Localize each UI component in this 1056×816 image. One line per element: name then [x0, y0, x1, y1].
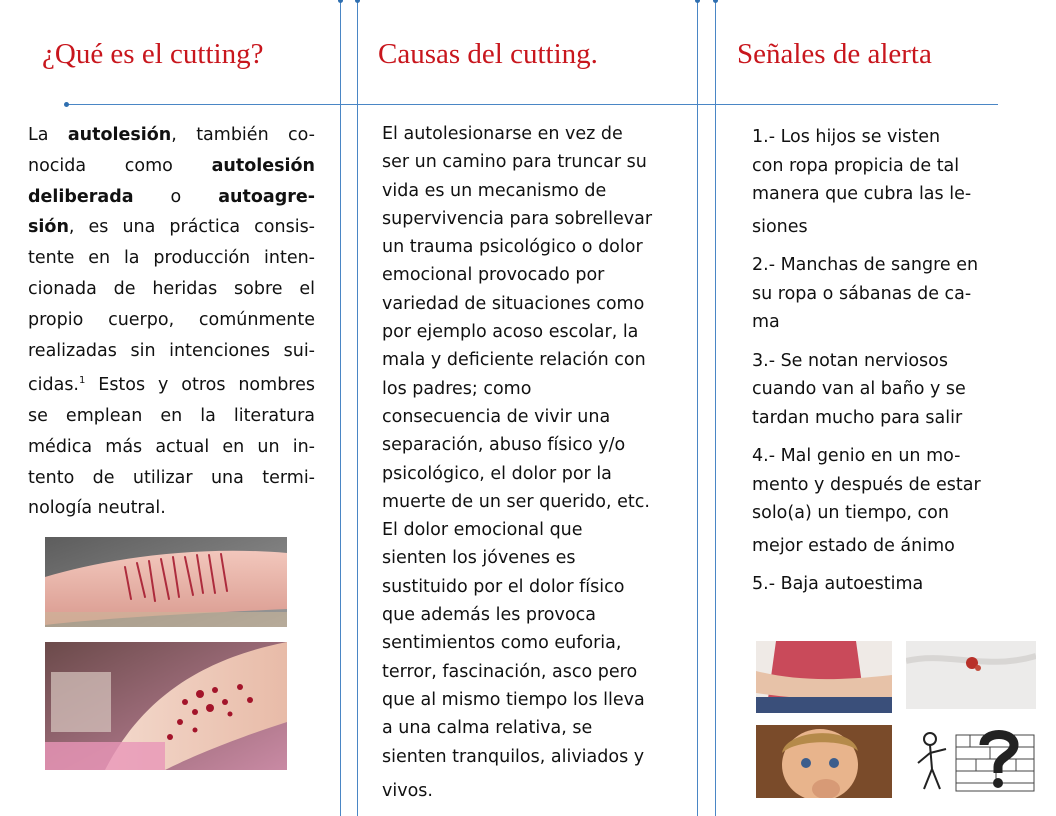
causes-line: emocional provocado por	[382, 265, 605, 286]
heading-causes: Causas del cutting.	[378, 38, 598, 70]
causes-line: vida es un mecanismo de	[382, 180, 607, 201]
divider-dot	[713, 0, 718, 3]
warning-sign-line: tardan mucho para salir	[752, 407, 963, 428]
text-segment: cionada de heridas sobre el	[28, 278, 315, 299]
causes-line: vivos.	[382, 780, 433, 801]
photo-blood-stain-shirt	[906, 641, 1036, 709]
causes-paragraph	[382, 120, 687, 805]
bold-term: autolesión	[67, 125, 172, 145]
warning-sign-line: cuando van al baño y se	[752, 379, 966, 399]
heading-rule	[66, 104, 998, 105]
warning-sign-item	[752, 570, 1002, 599]
causes-line: consecuencia de vivir una	[382, 406, 611, 427]
warning-sign-item	[752, 251, 1002, 337]
column-divider-1a	[340, 0, 341, 816]
warning-sign-line: 2.- Manchas de sangre en	[752, 255, 979, 275]
definition-line	[28, 151, 315, 182]
warning-sign-line: manera que cubra las le-	[752, 184, 972, 204]
causes-line: a una calma relativa, se	[382, 718, 593, 739]
definition-line	[28, 366, 315, 401]
definition-line	[28, 212, 315, 243]
definition-line	[28, 274, 315, 305]
causes-line: los padres; como	[382, 378, 532, 399]
warning-sign-line: 5.- Baja autoestima	[752, 574, 924, 594]
warning-sign-line: 4.- Mal genio en un mo-	[752, 446, 961, 466]
text-segment: tente en la producción inten-	[28, 248, 315, 269]
photo-thoughtful-boy	[756, 725, 892, 798]
causes-line: sustituido por el dolor físico	[382, 576, 625, 597]
text-segment: tento de utilizar una termi-	[28, 467, 315, 488]
causes-line: ser un camino para truncar su	[382, 152, 647, 173]
definition-line	[28, 120, 315, 151]
causes-line: psicológico, el dolor por la	[382, 463, 612, 484]
photo-arm-cuts	[45, 537, 287, 627]
bold-term: deliberada	[28, 186, 134, 207]
divider-dot	[355, 0, 360, 3]
divider-dot	[695, 0, 700, 3]
warning-sign-item	[752, 123, 1002, 241]
text-segment: se emplean en la literatura	[28, 406, 315, 426]
warning-sign-line: 3.- Se notan nerviosos	[752, 350, 948, 371]
text-segment: Estos y otros nombres	[85, 375, 315, 396]
causes-line: muerte de un ser querido, etc.	[382, 491, 650, 512]
heading-what-is-cutting: ¿Qué es el cutting?	[42, 38, 264, 70]
divider-dot	[338, 0, 343, 3]
definition-line	[28, 336, 315, 367]
definition-line	[28, 182, 315, 213]
definition-paragraph	[28, 120, 315, 524]
warning-signs-list	[752, 123, 1002, 609]
text-segment: realizadas sin intenciones sui-	[28, 340, 315, 361]
causes-line: sienten los jóvenes es	[382, 548, 576, 569]
causes-line: variedad de situaciones como	[382, 293, 645, 314]
footnote-marker: 1	[79, 375, 86, 387]
warning-sign-item	[752, 347, 1002, 433]
causes-line: El autolesionarse en vez de	[382, 124, 623, 144]
warning-sign-line: solo(a) un tiempo, con	[752, 503, 949, 523]
causes-line: mala y deficiente relación con	[382, 350, 646, 371]
text-segment: nología neutral.	[28, 498, 166, 519]
bold-term: sión	[28, 217, 69, 238]
column-divider-2a	[697, 0, 698, 816]
definition-line	[28, 493, 315, 524]
rule-dot	[64, 102, 69, 107]
warning-sign-line: 1.- Los hijos se visten	[752, 127, 941, 147]
causes-line: sentimientos como euforia,	[382, 633, 622, 654]
illustration-brick-wall-figure	[906, 725, 1036, 793]
definition-line	[28, 243, 315, 274]
heading-warning-signs: Señales de alerta	[737, 38, 932, 70]
column-divider-2b	[715, 0, 716, 816]
causes-line: sienten tranquilos, aliviados y	[382, 746, 645, 767]
text-segment: , también co-	[171, 125, 315, 145]
warning-sign-line: mejor estado de ánimo	[752, 535, 955, 556]
warning-sign-line: mento y después de estar	[752, 474, 981, 495]
warning-sign-item	[752, 442, 1002, 560]
causes-line: terror, fascinación, asco pero	[382, 661, 638, 682]
warning-sign-line: ma	[752, 312, 780, 332]
causes-line: que al mismo tiempo los lleva	[382, 689, 645, 710]
causes-line: separación, abuso físico y/o	[382, 435, 626, 456]
causes-line: un trauma psicológico o dolor	[382, 237, 643, 258]
photo-covered-arms	[756, 641, 892, 713]
causes-line: supervivencia para sobrellevar	[382, 208, 653, 229]
definition-line	[28, 432, 315, 463]
text-segment: La	[28, 125, 68, 145]
causes-line: El dolor emocional que	[382, 520, 583, 541]
definition-line	[28, 305, 315, 336]
causes-line: por ejemplo acoso escolar, la	[382, 322, 639, 343]
text-segment: propio cuerpo, comúnmente	[28, 309, 315, 330]
text-segment: , es una práctica consis-	[68, 217, 315, 238]
bold-term: autoagre-	[218, 186, 315, 207]
warning-sign-line: su ropa o sábanas de ca-	[752, 283, 972, 304]
warning-sign-line: siones	[752, 216, 808, 237]
bold-term: autolesión	[211, 155, 315, 176]
photo-bleeding-arm	[45, 642, 287, 770]
definition-line	[28, 463, 315, 494]
text-segment: nocida como	[28, 155, 212, 176]
column-divider-1b	[357, 0, 358, 816]
text-segment: o	[133, 186, 219, 207]
text-segment: médica más actual en un in-	[28, 436, 315, 457]
definition-line	[28, 401, 315, 432]
causes-line: que además les provoca	[382, 605, 596, 626]
text-segment: cidas.	[28, 375, 79, 396]
warning-sign-line: con ropa propicia de tal	[752, 155, 960, 176]
